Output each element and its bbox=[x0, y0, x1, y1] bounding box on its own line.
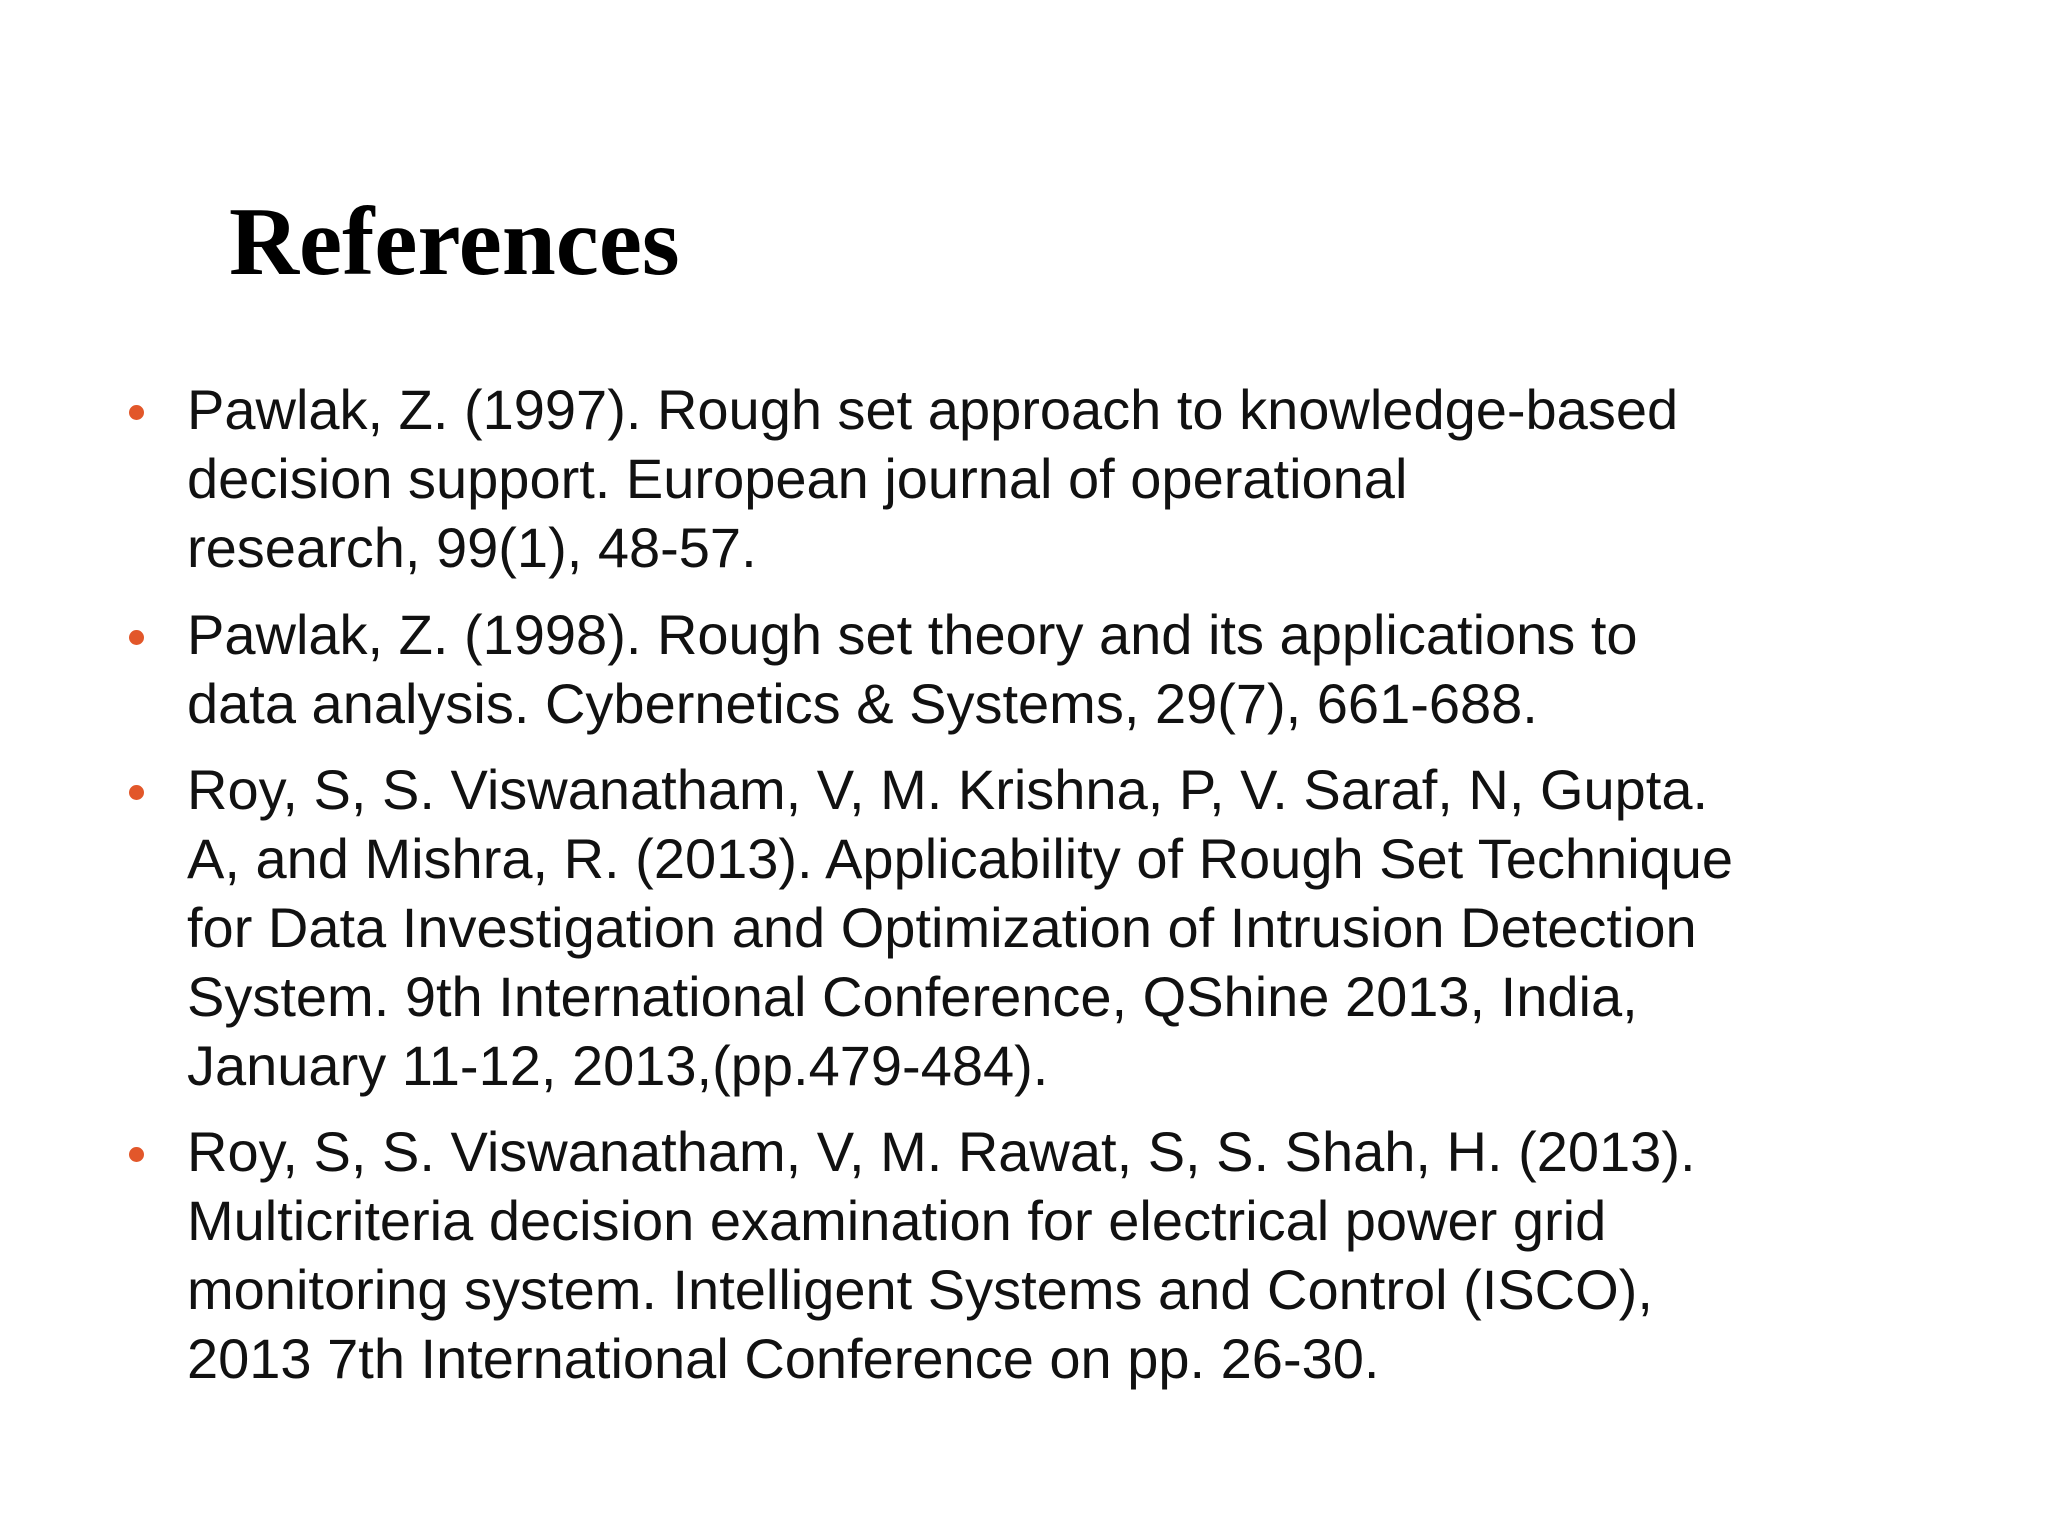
reference-line: Roy, S, S. Viswanatham, V, M. Krishna, P, V. Saraf, N, Gupta. bbox=[187, 758, 1709, 821]
bullet-icon bbox=[129, 785, 144, 800]
reference-text bbox=[187, 375, 1824, 582]
reference-line: Multicriteria decision examination for electrical power grid bbox=[187, 1189, 1607, 1252]
reference-line: research, 99(1), 48-57. bbox=[187, 516, 757, 579]
reference-line: System. 9th International Conference, QShine 2013, India, bbox=[187, 965, 1638, 1028]
reference-text bbox=[187, 1117, 1824, 1393]
reference-line: Pawlak, Z. (1997). Rough set approach to knowledge-based bbox=[187, 378, 1679, 441]
reference-line: A, and Mishra, R. (2013). Applicability of Rough Set Technique bbox=[187, 827, 1734, 890]
reference-line: Roy, S, S. Viswanatham, V, M. Rawat, S, S. Shah, H. (2013). bbox=[187, 1120, 1696, 1183]
slide-title: References bbox=[229, 188, 680, 295]
bullet-icon bbox=[129, 1147, 144, 1162]
reference-text bbox=[187, 600, 1824, 738]
bullet-icon bbox=[129, 405, 144, 420]
reference-line: monitoring system. Intelligent Systems and Control (ISCO), bbox=[187, 1258, 1653, 1321]
reference-line: January 11-12, 2013,(pp.479-484). bbox=[187, 1034, 1049, 1097]
reference-line: data analysis. Cybernetics & Systems, 29(7), 661-688. bbox=[187, 672, 1538, 735]
reference-line: Pawlak, Z. (1998). Rough set theory and its applications to bbox=[187, 603, 1638, 666]
reference-line: for Data Investigation and Optimization of Intrusion Detection bbox=[187, 896, 1697, 959]
reference-line: 2013 7th International Conference on pp. 26-30. bbox=[187, 1327, 1380, 1390]
reference-line: decision support. European journal of operational bbox=[187, 447, 1408, 510]
bullet-icon bbox=[129, 630, 144, 645]
reference-text bbox=[187, 755, 1824, 1100]
